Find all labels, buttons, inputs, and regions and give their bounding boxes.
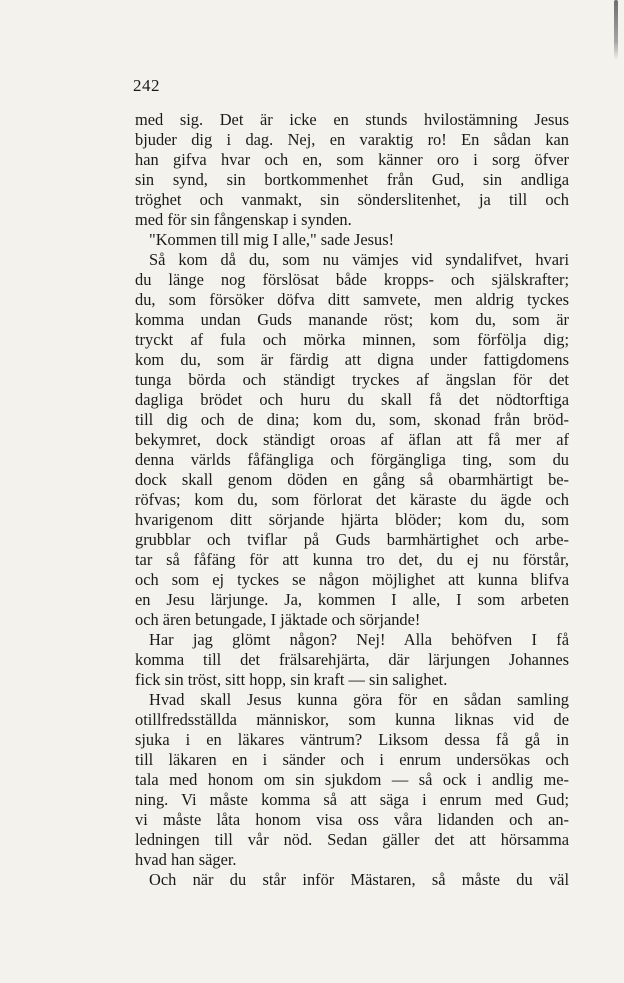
text-line: med för sin fångenskap i synden.: [135, 210, 352, 229]
text-line: bjuder dig i dag. Nej, en varaktig ro! En sådan kan: [135, 130, 569, 149]
text-line: sjuka i en läkares väntrum? Liksom dessa få gå in: [135, 730, 569, 749]
text-line: "Kommen till mig I alle," sade Jesus!: [149, 230, 395, 249]
text-line: hvarigenom ditt sörjande hjärta blöder; kom du, som: [135, 510, 569, 529]
page-edge-mark: [614, 0, 618, 60]
text-line: otillfredsställda människor, som kunna liknas vid de: [135, 710, 569, 729]
text-line: han gifva hvar och en, som känner oro i sorg öfver: [135, 150, 569, 169]
text-line: Och när du står inför Mästaren, så måste du väl: [149, 870, 569, 889]
text-line: till dig och de dina; kom du, som, skonad från bröd-: [135, 410, 569, 429]
text-line: bekymret, dock ständigt oroas af äflan att få mer af: [135, 430, 569, 449]
text-line: tröghet och vanmakt, sin sönderslitenhet, ja till och: [135, 190, 569, 209]
text-line: fick sin tröst, sitt hopp, sin kraft — sin salighet.: [135, 670, 448, 689]
page-number: 242: [133, 76, 160, 95]
text-line: till läkaren en i sänder och i enrum undersökas och: [135, 750, 569, 769]
text-line: sin synd, sin bortkommenhet från Gud, sin andliga: [135, 170, 569, 189]
text-line: tunga börda och ständigt tryckes af ängslan för det: [135, 370, 569, 389]
text-line: dock skall genom döden en gång så obarmhärtigt be-: [135, 470, 569, 489]
text-line: komma till det frälsarehjärta, där lärjungen Johannes: [135, 650, 569, 669]
text-line: dagliga brödet och huru du skall få det nödtorftiga: [135, 390, 569, 409]
text-line: hvad han säger.: [135, 850, 237, 869]
text-line: du, som försöker döfva ditt samvete, men aldrig tyckes: [135, 290, 569, 309]
text-line: en Jesu lärjunge. Ja, kommen I alle, I som arbeten: [135, 590, 569, 609]
text-line: Har jag glömt någon? Nej! Alla behöfven I få: [149, 630, 569, 649]
text-line: ning. Vi måste komma så att säga i enrum med Gud;: [135, 790, 569, 809]
text-line: tryckt af fula och mörka minnen, som förfölja dig;: [135, 330, 569, 349]
text-line: kom du, som är färdig att digna under fattigdomens: [135, 350, 569, 369]
text-line: tar så fåfäng för att kunna tro det, du ej nu förstår,: [135, 550, 569, 569]
text-line: vi måste låta honom visa oss våra lidanden och an-: [135, 810, 569, 829]
body-text: [135, 110, 569, 890]
text-line: och som ej tyckes se någon möjlighet att kunna blifva: [135, 570, 569, 589]
text-line: du länge nog förslösat både kropps- och själskrafter;: [135, 270, 569, 289]
text-line: och ären betungade, I jäktade och sörjande!: [135, 610, 421, 629]
text-line: ledningen till vår nöd. Sedan gäller det att hörsamma: [135, 830, 569, 849]
text-line: med sig. Det är icke en stunds hvilostämning Jesus: [135, 110, 569, 129]
text-line: grubblar och tviflar på Guds barmhärtighet och arbe-: [135, 530, 569, 549]
text-line: komma undan Guds manande röst; kom du, som är: [135, 310, 569, 329]
text-line: tala med honom om sin sjukdom — så ock i andlig me-: [135, 770, 569, 789]
text-line: röfvas; kom du, som förlorat det käraste du ägde och: [135, 490, 569, 509]
text-line: Hvad skall Jesus kunna göra för en sådan samling: [149, 690, 569, 709]
text-line: denna världs fåfängliga och förgängliga ting, som du: [135, 450, 569, 469]
text-line: Så kom då du, som nu vämjes vid syndalifvet, hvari: [149, 250, 569, 269]
